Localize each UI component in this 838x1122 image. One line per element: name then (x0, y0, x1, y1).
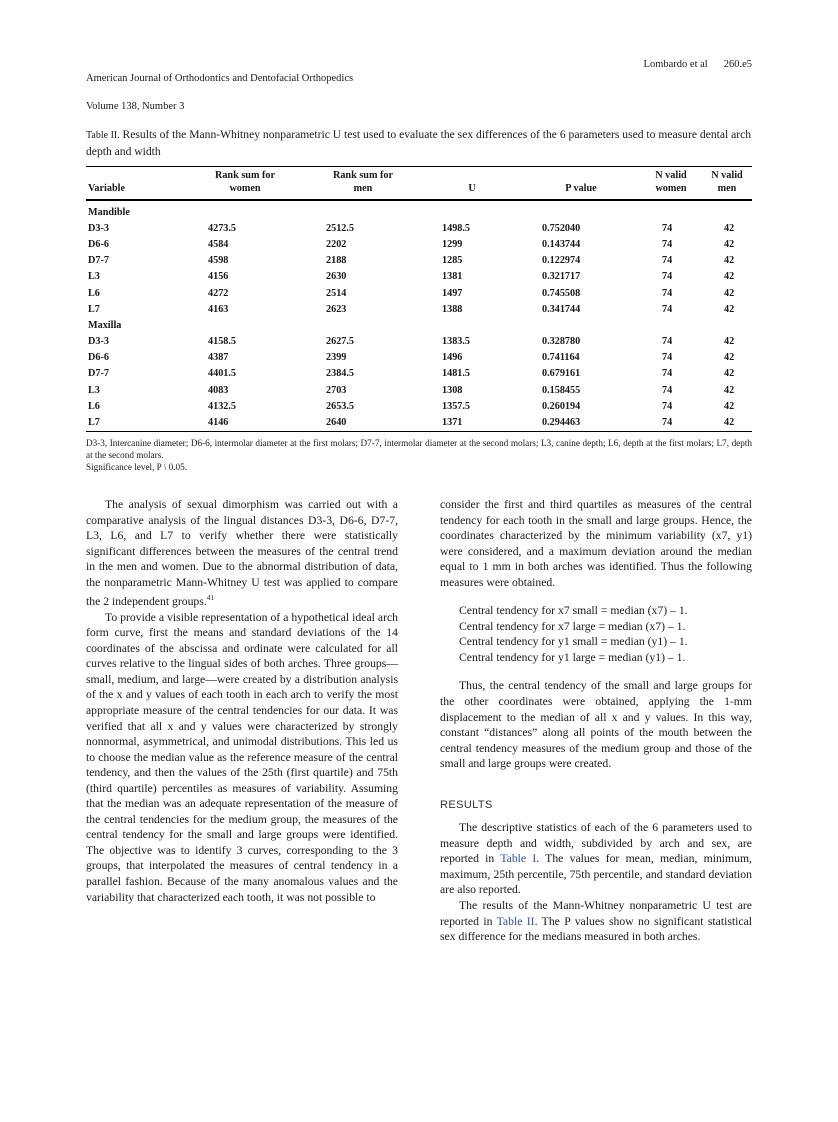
table-cell-variable: D6-6 (88, 238, 109, 250)
table-caption-text: Results of the Mann-Whitney nonparametric U test used to evaluate the sex differences of the 6 parameters used to measure dental arch depth and width (86, 128, 752, 158)
table-cell-n-men: 42 (724, 336, 735, 348)
table-cell-rank-sum-women: 4083 (208, 384, 229, 396)
table-cell-variable: L6 (88, 287, 100, 299)
table-cell-u: 1498.5 (442, 222, 471, 234)
running-head-page-number: 260.e5 (723, 59, 752, 70)
table-cell-n-women: 74 (662, 384, 673, 396)
table-cell-rank-sum-women: 4584 (208, 238, 229, 250)
col-header-n-valid-women-line2: women (655, 182, 687, 194)
table-row (86, 236, 752, 252)
paragraph-ideal-arch-form: To provide a visible representation of a hypothetical ideal arch form curve, first the means and standard deviations of the 14 coordinates of the abscissa and ordinate were calculated for all curves relative to the lingual sides of both arches. Three groups—small, medium, and large—were created by a distribution analysis of the x and y values of each tooth in each arch to verify the most appropriate measure of the central tendencies for our data. It was verified that all x and y values were characterized by strongly nonnormal, asymmetrical, and unimodal distributions. This led us to choose the median value as the reference measure of the central tendency, and then the values of the 25th (first quartile) and 75th (third quartile) percentiles as measures of variability. Assuming that the median was an adequate representation of the measure of the central tendencies for the medium group, the measures of the central tendency for the small and large groups were identified. The objective was to identify 3 curves, corresponding to the 3 groups, that interpolated the measures of central tendency in a parallel fashion. Because of the many anomalous values and the variability that characterized each tooth, it was not possible to (86, 610, 398, 904)
table-cell-rank-sum-women: 4272 (208, 287, 229, 299)
table-cell-p-value: 0.752040 (542, 222, 581, 234)
section-heading-results: RESULTS (440, 798, 493, 811)
results-table (86, 167, 752, 431)
table-cell-rank-sum-men: 2384.5 (326, 368, 355, 380)
table-cell-variable: D6-6 (88, 352, 109, 364)
col-header-n-valid-men-line1: N valid (711, 170, 743, 181)
table-cell-rank-sum-women: 4146 (208, 417, 229, 429)
col-header-n-valid-women-line1: N valid (655, 170, 687, 181)
table-cell-rank-sum-men: 2188 (326, 255, 347, 267)
table-cell-rank-sum-men: 2630 (326, 271, 347, 283)
table-cell-n-women: 74 (662, 271, 673, 283)
paragraph-descriptive-statistics (440, 820, 752, 898)
paragraph-sexual-dimorphism-text: The analysis of sexual dimorphism was carried out with a comparative analysis of the lingual distances D3-3, D6-6, D7-7, L3, L6, and L7 to verify whether there were statistically significant differences between the measures of the central trend in the men and women. Due to the abnormal distribution of data, the nonparametric Mann-Whitney U test was applied to compare the 2 independent groups. (86, 498, 398, 609)
table-row (86, 253, 752, 269)
col-header-variable-label: Variable (88, 182, 125, 194)
table-cell-rank-sum-men: 2640 (326, 417, 347, 429)
table-cell-p-value: 0.260194 (542, 400, 581, 412)
table-group-row (86, 317, 752, 333)
journal-volume: Volume 138, Number 3 (86, 101, 185, 112)
table-cell-rank-sum-women: 4273.5 (208, 222, 237, 234)
table-row (86, 382, 752, 398)
table-cell-rank-sum-women: 4132.5 (208, 400, 237, 412)
table-bottom-rule (86, 431, 752, 432)
table-cell-rank-sum-men: 2512.5 (326, 222, 355, 234)
table-cell-n-men: 42 (724, 271, 735, 283)
equation-line: Central tendency for y1 small = median (y1) – 1. (459, 635, 688, 649)
col-header-rank-sum-men-line2: men (353, 182, 373, 194)
running-head-authors: Lombardo et al (643, 59, 708, 70)
table-cell-variable: L7 (88, 303, 100, 315)
paragraph-displacement: Thus, the central tendency of the small and large groups for the other coordinates were obtained, applying the 1-mm displacement to the median of all x and y values. In this way, constant “distances” along all points of the mouth between the central tendency measures of the medium group and those of the small and large groups were created. (440, 679, 752, 771)
paragraph-mann-whitney-results-part2: . The P values show no significant statistical sex difference for the medians measured in both arches. (440, 914, 752, 944)
table-footnote-significance: Significance level, P \ 0.05. (86, 462, 187, 473)
body-column-right (440, 497, 752, 1057)
col-header-n-valid-men (702, 167, 752, 200)
equation-line: Central tendency for y1 large = median (y1) – 1. (459, 650, 686, 664)
col-header-rank-sum-women-line2: women (229, 182, 261, 194)
table-cell-u: 1371 (442, 417, 463, 429)
arch-group-label: Maxilla (88, 319, 122, 331)
table-cell-u: 1481.5 (442, 368, 471, 380)
table-cell-p-value: 0.321717 (542, 271, 581, 283)
table-cell-n-men: 42 (724, 417, 735, 429)
table-row (86, 285, 752, 301)
table-cell-n-men: 42 (724, 352, 735, 364)
paragraph-mann-whitney-results (440, 898, 752, 945)
table-cell-n-men: 42 (724, 400, 735, 412)
table-row (86, 220, 752, 236)
table-cell-n-women: 74 (662, 222, 673, 234)
arch-group-label: Mandible (88, 206, 130, 218)
table-cell-rank-sum-men: 2703 (326, 384, 347, 396)
col-header-rank-sum-men-line1: Rank sum for (332, 170, 393, 181)
table-row (86, 350, 752, 366)
table-cell-p-value: 0.328780 (542, 336, 581, 348)
table-cell-rank-sum-women: 4598 (208, 255, 229, 267)
table-cell-n-women: 74 (662, 238, 673, 250)
table-cell-p-value: 0.745508 (542, 287, 581, 299)
table-row (86, 301, 752, 317)
table-cell-u: 1299 (442, 238, 463, 250)
table-row (86, 269, 752, 285)
col-header-variable (86, 167, 186, 200)
col-header-p-value-label: P value (565, 182, 597, 194)
table-cell-n-men: 42 (724, 384, 735, 396)
table-cell-u: 1497 (442, 287, 463, 299)
body-columns (86, 497, 752, 1057)
equation-line: Central tendency for x7 small = median (x7) – 1. (459, 604, 688, 618)
table-cell-rank-sum-women: 4401.5 (208, 368, 237, 380)
table-cell-n-women: 74 (662, 352, 673, 364)
table-cell-p-value: 0.341744 (542, 303, 581, 315)
table-cell-n-women: 74 (662, 303, 673, 315)
col-header-n-valid-women (640, 167, 702, 200)
col-header-p-value (522, 167, 640, 200)
table-cell-rank-sum-women: 4156 (208, 271, 229, 283)
table-header-row (86, 167, 752, 200)
table-ii-crossref-link[interactable]: Table II (496, 914, 535, 928)
table-cell-variable: L6 (88, 400, 100, 412)
table-cell-u: 1357.5 (442, 400, 471, 412)
table-cell-p-value: 0.158455 (542, 384, 581, 396)
running-head-authors-page (644, 58, 752, 72)
table-caption (86, 127, 752, 160)
table-cell-variable: L3 (88, 384, 100, 396)
table-cell-p-value: 0.679161 (542, 368, 581, 380)
table-cell-u: 1383.5 (442, 336, 471, 348)
table-cell-n-women: 74 (662, 368, 673, 380)
paragraph-descriptive-statistics-part2: . The values for mean, median, minimum, maximum, 25th percentile, 75th percentile, and standard deviation are also reported. (440, 852, 752, 897)
equation-block (440, 603, 752, 665)
table-cell-p-value: 0.143744 (542, 238, 581, 250)
col-header-u (422, 167, 522, 200)
table-cell-p-value: 0.294463 (542, 417, 581, 429)
table-i-crossref-link[interactable]: Table I (500, 852, 537, 866)
table-cell-rank-sum-men: 2514 (326, 287, 347, 299)
col-header-u-label: U (468, 182, 476, 194)
running-head (86, 58, 752, 128)
table-cell-n-men: 42 (724, 255, 735, 267)
table-cell-rank-sum-men: 2202 (326, 238, 347, 250)
table-cell-n-men: 42 (724, 222, 735, 234)
table-cell-n-men: 42 (724, 238, 735, 250)
table-cell-n-men: 42 (724, 303, 735, 315)
table-cell-n-women: 74 (662, 417, 673, 429)
table-cell-n-men: 42 (724, 368, 735, 380)
table-group-row (86, 204, 752, 220)
paragraph-quartiles: consider the first and third quartiles as measures of the central tendency for each tooth in the small and large groups. Hence, the coordinates characterized by the minimum variability (x7, y1) were considered, and a maximum deviation around the median equal to 1 mm in both arches was identified. Thus the following measures were obtained. (440, 498, 752, 589)
col-header-n-valid-men-line2: men (717, 182, 737, 194)
running-head-journal (86, 58, 353, 128)
table-cell-variable: D7-7 (88, 368, 109, 380)
table-footnote (86, 437, 752, 474)
table-cell-rank-sum-men: 2653.5 (326, 400, 355, 412)
table-cell-rank-sum-men: 2627.5 (326, 336, 355, 348)
journal-title: American Journal of Orthodontics and Dentofacial Orthopedics (86, 73, 354, 84)
table-body (86, 200, 752, 431)
table-cell-variable: D3-3 (88, 222, 109, 234)
col-header-rank-sum-men (304, 167, 422, 200)
table-row (86, 334, 752, 350)
table-cell-n-men: 42 (724, 287, 735, 299)
table-cell-variable: L7 (88, 417, 100, 429)
table-cell-rank-sum-women: 4163 (208, 303, 229, 315)
table-footnote-abbreviations: D3-3, Intercanine diameter; D6-6, intermolar diameter at the first molars; D7-7, intermolar diameter at the second molars; L3, canine depth; L6, depth at the first molars; L7, depth at the second molars. (86, 437, 752, 461)
table-cell-n-women: 74 (662, 400, 673, 412)
table-block (86, 127, 752, 474)
table-cell-u: 1308 (442, 384, 463, 396)
paragraph-sexual-dimorphism (86, 497, 398, 610)
table-cell-p-value: 0.122974 (542, 255, 581, 267)
table-row (86, 366, 752, 382)
equation-line: Central tendency for x7 large = median (x7) – 1. (459, 619, 686, 633)
table-cell-u: 1381 (442, 271, 463, 283)
table-label: Table II. (86, 130, 120, 141)
table-cell-u: 1388 (442, 303, 463, 315)
table-cell-variable: D7-7 (88, 255, 109, 267)
col-header-rank-sum-women (186, 167, 304, 200)
table-cell-variable: D3-3 (88, 336, 109, 348)
table-cell-rank-sum-women: 4387 (208, 352, 229, 364)
paragraph-descriptive-statistics-part1: The descriptive statistics of each of the 6 parameters used to measure depth and width, subdivided by arch and sex, are reported in (440, 821, 752, 866)
table-row (86, 414, 752, 430)
table-cell-n-women: 74 (662, 287, 673, 299)
reference-marker-41: 41 (206, 593, 215, 603)
table-cell-rank-sum-men: 2399 (326, 352, 347, 364)
table-cell-u: 1285 (442, 255, 463, 267)
table-cell-n-women: 74 (662, 255, 673, 267)
table-cell-p-value: 0.741164 (542, 352, 580, 364)
table-cell-rank-sum-men: 2623 (326, 303, 347, 315)
table-cell-u: 1496 (442, 352, 463, 364)
table-cell-variable: L3 (88, 271, 100, 283)
table-cell-n-women: 74 (662, 336, 673, 348)
paragraph-mann-whitney-results-part1: The results of the Mann-Whitney nonparametric U test are reported in (440, 899, 752, 928)
body-column-left (86, 497, 398, 1057)
table-cell-rank-sum-women: 4158.5 (208, 336, 237, 348)
table-row (86, 398, 752, 414)
col-header-rank-sum-women-line1: Rank sum for (214, 170, 275, 181)
